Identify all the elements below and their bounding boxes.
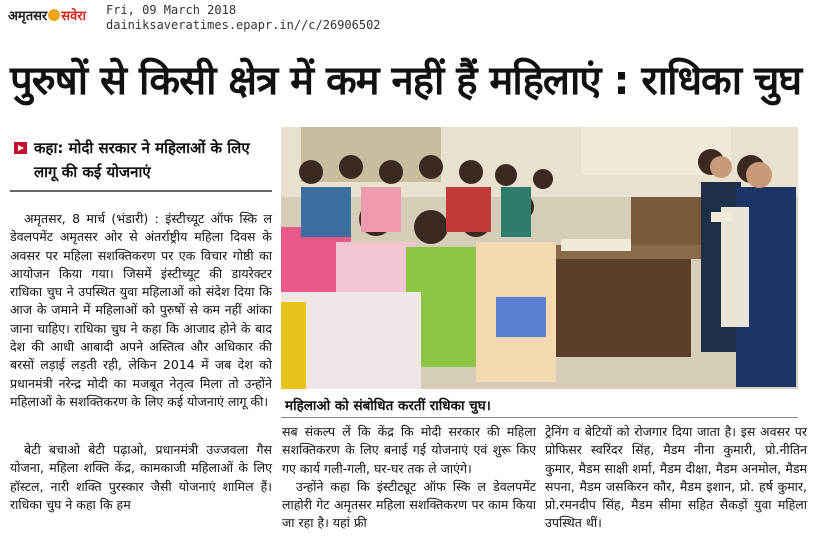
logo-text-left: अमृतसर bbox=[8, 9, 48, 24]
play-marker-icon bbox=[14, 142, 27, 154]
article-column-1 bbox=[10, 210, 272, 411]
photo-caption-text: महिलाओ को संबोधित करतीं राधिका चुघ। bbox=[285, 398, 491, 414]
classroom-photo-illustration bbox=[281, 127, 798, 389]
edition-meta bbox=[106, 3, 381, 33]
article-column-2 bbox=[282, 423, 536, 533]
logo-text-right: सवेरा bbox=[61, 9, 86, 24]
article-headline: पुरुषों से किसी क्षेत्र में कम नहीं हैं महिलाएं : राधिका चुघ bbox=[10, 58, 802, 104]
paragraph-5: ट्रेनिंग व बेटियों को रोजगार दिया जाता है। इस अवसर पर प्रोफिसर स्वरिंदर सिंह, मैडम नीना कुमारी, प्रो.नीतिन कुमार, मैडम साक्षी शर्मा, मैडम दीक्षा, मैडम अनमोल, मैडम सपना, मैडम जसकिरन कौर, मैडम इशान, प्रो. हर्ष कुमार, प्रो.रमनदीप सिंह, मैडम सीमा सहित सैकड़ों युवा महिला उपस्थित थीं। bbox=[545, 424, 807, 531]
article-subhead: कहा: मोदी सरकार ने महिलाओं के लिए लागू की कई योजनाएं bbox=[34, 139, 250, 181]
article-photo bbox=[281, 127, 798, 389]
edition-date: Fri, 09 March 2018 bbox=[106, 3, 237, 17]
paragraph-2: बेटी बचाओ बेटी पढ़ाओ, प्रधानमंत्री उज्जवला गैस योजना, महिला शक्ति केंद्र, कामकाजी महिलाओं के लिए हॉस्टल, नारी शक्ति पुरस्कार जैसी योजनाएं शामिल हैं। राधिका चुघ ने कहा कि हम bbox=[10, 442, 272, 512]
sun-icon bbox=[48, 9, 60, 21]
edition-url[interactable]: dainiksaveratimes.epapr.in//c/26906502 bbox=[106, 18, 381, 32]
paragraph-4: उन्होंने कहा कि इंस्टीट्यूट ऑफ स्कि ल डेवलपमेंट लाहोरी गेट अमृतसर महिला सशक्तिकरण पर काम किया जा रहा है। यहां फ्री bbox=[282, 478, 536, 531]
article-column-1-continued bbox=[10, 441, 272, 514]
photo-caption bbox=[281, 395, 798, 418]
article-subhead-box bbox=[10, 134, 272, 192]
paragraph-3: सब संकल्प लें कि केंद्र कि मोदी सरकार की महिला सशक्तिकरण के लिए बनाई गई योजनाएं एवं शुरू किए गए कार्य गली-गली, घर-घर तक ले जाएंगे। bbox=[282, 424, 536, 476]
paragraph-1: अमृतसर, 8 मार्च (भंडारी) : इंस्टीच्यूट ऑफ स्कि ल डेवलपमेंट अमृतसर ओर से अंतर्राष्ट्रीय महिला दिवस के अवसर पर महिला सशक्तिकरण पर एक विचार गोष्ठी का आयोजन किया गया। जिसमें इंस्टीच्यूट की डायरेक्टर राधिका चुघ ने उपस्थित युवा महिलाओं को संदेश दिया कि आज के जमाने में महिलाओं को पुरुषों से कम नहीं आंका जाना चाहिए। राधिका चुघ ने कहा कि आजाद होने के बाद देश की आधी आबादी अपने अस्तित्व और अधिकार की बरसों लड़ाई लड़ती रही, लेकिन 2014 में जब देश को प्रधानमंत्री नरेन्द्र मोदी का मजबूत नेतृत्व मिला तो उन्होंने महिलाओं के सशक्तिकरण के लिए कई योजनाएं लागू की। bbox=[10, 211, 272, 409]
article-column-3 bbox=[545, 423, 807, 533]
newspaper-logo bbox=[8, 6, 86, 24]
masthead bbox=[0, 0, 813, 46]
